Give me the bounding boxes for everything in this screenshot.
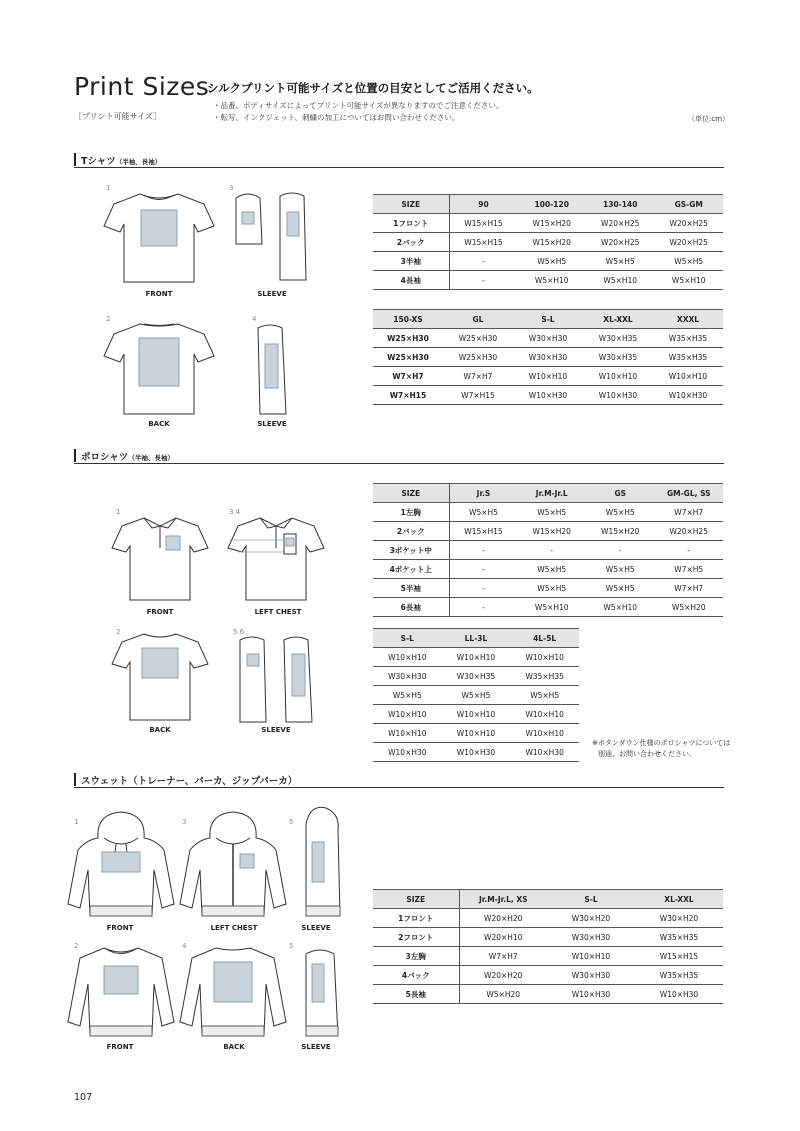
table-header-cell: S-L bbox=[373, 629, 442, 648]
sweatshirt-sleeve-figure bbox=[296, 946, 346, 1040]
hoodie-front-figure bbox=[66, 808, 176, 922]
figure-caption: FRONT bbox=[106, 1043, 134, 1051]
table-cell: W10×H30 bbox=[583, 386, 653, 405]
figure-caption: FRONT bbox=[145, 290, 173, 298]
table-cell: 4ポケット上 bbox=[373, 560, 449, 579]
table-cell: W30×H35 bbox=[442, 667, 511, 686]
table-cell: W10×H30 bbox=[510, 743, 579, 762]
figure-number: 3 4 bbox=[229, 508, 241, 516]
table-cell: W20×H25 bbox=[586, 233, 655, 252]
table-cell: W7×H5 bbox=[655, 560, 724, 579]
section-header-sweat bbox=[74, 773, 724, 788]
table-cell: W5×H10 bbox=[518, 271, 587, 290]
table-cell: W7×H7 bbox=[655, 503, 724, 522]
polo-size-table-1 bbox=[373, 483, 723, 617]
table-cell: W30×H30 bbox=[547, 928, 635, 947]
table-row bbox=[373, 252, 723, 271]
table-cell: W5×H10 bbox=[655, 271, 724, 290]
table-header-cell: SIZE bbox=[373, 890, 459, 909]
figure-caption: FRONT bbox=[146, 608, 174, 616]
table-header-row bbox=[373, 890, 723, 909]
tshirt-size-table-2 bbox=[373, 309, 723, 405]
table-cell: W5×H10 bbox=[518, 598, 587, 617]
table-cell: W15×H15 bbox=[449, 522, 518, 541]
table-cell: W10×H10 bbox=[510, 705, 579, 724]
table-row bbox=[373, 928, 723, 947]
table-cell: W10×H10 bbox=[373, 724, 442, 743]
figure-caption: LEFT CHEST bbox=[210, 924, 258, 932]
table-row bbox=[373, 348, 723, 367]
table-row bbox=[373, 598, 723, 617]
section-title-sweat: スウェット（トレーナー、パーカ、ジップパーカ） bbox=[81, 776, 298, 787]
table-cell: W20×H25 bbox=[655, 233, 724, 252]
table-header-cell: 4L-5L bbox=[510, 629, 579, 648]
table-cell: W20×H10 bbox=[459, 928, 547, 947]
table-cell: W30×H30 bbox=[513, 348, 583, 367]
polo-note-line-1: ※ボタンダウン仕様のポロシャツについては bbox=[592, 739, 731, 747]
table-header-row bbox=[373, 484, 723, 503]
figure-number: 5 6 bbox=[233, 628, 245, 636]
table-cell: W10×H10 bbox=[510, 724, 579, 743]
table-row bbox=[373, 724, 579, 743]
table-cell: W35×H35 bbox=[653, 348, 723, 367]
table-row bbox=[373, 560, 723, 579]
table-header-cell: S-L bbox=[513, 310, 583, 329]
table-cell: - bbox=[518, 541, 587, 560]
table-cell: W20×H20 bbox=[459, 966, 547, 985]
polo-left-chest-figure bbox=[226, 512, 326, 604]
table-cell: W10×H30 bbox=[635, 985, 723, 1004]
table-header-cell: Jr.M-Jr.L bbox=[518, 484, 587, 503]
table-cell: W10×H10 bbox=[653, 367, 723, 386]
unit-label: （単位:cm） bbox=[688, 115, 730, 123]
table-row bbox=[373, 667, 579, 686]
table-row bbox=[373, 214, 723, 233]
table-cell: - bbox=[449, 541, 518, 560]
table-cell: 5長袖 bbox=[373, 985, 459, 1004]
table-header-cell: 100-120 bbox=[518, 195, 587, 214]
table-header-cell: SIZE bbox=[373, 484, 449, 503]
table-cell: W10×H10 bbox=[442, 648, 511, 667]
table-row bbox=[373, 966, 723, 985]
table-cell: W30×H35 bbox=[583, 348, 653, 367]
table-cell: 3ポケット中 bbox=[373, 541, 449, 560]
table-cell: W5×H5 bbox=[510, 686, 579, 705]
table-header-cell: 130-140 bbox=[586, 195, 655, 214]
table-cell: W35×H35 bbox=[635, 966, 723, 985]
table-cell: W25×H30 bbox=[373, 329, 443, 348]
zip-hoodie-figure bbox=[178, 808, 288, 922]
table-cell: W7×H7 bbox=[373, 367, 443, 386]
table-cell: 3半袖 bbox=[373, 252, 449, 271]
polo-note-line-2: 別途、お問い合わせください。 bbox=[598, 750, 696, 758]
table-header-cell: GL bbox=[443, 310, 513, 329]
table-cell: - bbox=[449, 598, 518, 617]
table-cell: - bbox=[586, 541, 655, 560]
figure-number: 3 bbox=[182, 818, 187, 826]
polo-note bbox=[592, 738, 730, 760]
tshirt-size-table-1 bbox=[373, 194, 723, 290]
page-subtitle: ［プリント可能サイズ］ bbox=[74, 112, 162, 121]
table-cell: 5半袖 bbox=[373, 579, 449, 598]
table-cell: W25×H30 bbox=[443, 348, 513, 367]
table-header-cell: S-L bbox=[547, 890, 635, 909]
table-cell: W10×H30 bbox=[442, 743, 511, 762]
table-row bbox=[373, 271, 723, 290]
table-cell: W15×H20 bbox=[586, 522, 655, 541]
figure-caption: BACK bbox=[149, 726, 171, 734]
table-row bbox=[373, 386, 723, 405]
table-header-row bbox=[373, 195, 723, 214]
figure-caption: SLEEVE bbox=[301, 924, 331, 932]
table-cell: W10×H30 bbox=[513, 386, 583, 405]
table-header-row bbox=[373, 629, 579, 648]
table-cell: W35×H35 bbox=[510, 667, 579, 686]
figure-caption: BACK bbox=[223, 1043, 245, 1051]
table-cell: W10×H10 bbox=[442, 724, 511, 743]
table-header-row bbox=[373, 310, 723, 329]
table-cell: W5×H5 bbox=[518, 579, 587, 598]
table-cell: W5×H10 bbox=[586, 598, 655, 617]
section-subtitle-polo: （半袖、長袖） bbox=[128, 454, 174, 462]
table-header-cell: XXXL bbox=[653, 310, 723, 329]
table-cell: 3左胸 bbox=[373, 947, 459, 966]
table-cell: - bbox=[449, 579, 518, 598]
figure-number: 3 bbox=[229, 184, 234, 192]
table-cell: W5×H20 bbox=[459, 985, 547, 1004]
table-cell: W5×H5 bbox=[586, 252, 655, 271]
table-cell: W15×H20 bbox=[518, 522, 587, 541]
table-cell: W30×H30 bbox=[513, 329, 583, 348]
figure-number: 2 bbox=[74, 942, 79, 950]
table-row bbox=[373, 648, 579, 667]
table-cell: W10×H10 bbox=[513, 367, 583, 386]
table-row bbox=[373, 743, 579, 762]
table-cell: W20×H25 bbox=[586, 214, 655, 233]
table-row bbox=[373, 705, 579, 724]
table-row bbox=[373, 686, 579, 705]
table-row bbox=[373, 233, 723, 252]
table-cell: W10×H10 bbox=[442, 705, 511, 724]
table-row bbox=[373, 541, 723, 560]
sweatshirt-back-figure bbox=[178, 944, 288, 1040]
polo-size-table-2 bbox=[373, 628, 579, 762]
table-cell: 2バック bbox=[373, 522, 449, 541]
figure-number: 1 bbox=[106, 184, 111, 192]
sweatshirt-front-figure bbox=[66, 944, 176, 1040]
table-cell: W5×H5 bbox=[373, 686, 442, 705]
lead-text: シルクプリント可能サイズと位置の目安としてご活用ください。 bbox=[207, 81, 539, 95]
table-cell: W5×H10 bbox=[586, 271, 655, 290]
section-subtitle-tshirt: （半袖、長袖） bbox=[115, 158, 162, 166]
table-cell: W5×H20 bbox=[655, 598, 724, 617]
polo-front-figure bbox=[110, 512, 210, 604]
table-row bbox=[373, 579, 723, 598]
table-cell: W5×H5 bbox=[518, 560, 587, 579]
figure-caption: SLEEVE bbox=[257, 290, 287, 298]
table-row bbox=[373, 329, 723, 348]
table-row bbox=[373, 522, 723, 541]
table-cell: W10×H10 bbox=[373, 705, 442, 724]
table-cell: 1フロント bbox=[373, 909, 459, 928]
table-cell: W15×H20 bbox=[518, 233, 587, 252]
table-header-cell: Jr.M-Jr.L, XS bbox=[459, 890, 547, 909]
table-header-cell: LL-3L bbox=[442, 629, 511, 648]
table-header-cell: XL-XXL bbox=[635, 890, 723, 909]
table-cell: W5×H5 bbox=[442, 686, 511, 705]
figure-number: 2 bbox=[116, 628, 121, 636]
table-cell: W15×H15 bbox=[449, 233, 518, 252]
table-cell: W10×H30 bbox=[373, 743, 442, 762]
table-cell: W7×H7 bbox=[459, 947, 547, 966]
table-cell: W5×H5 bbox=[586, 579, 655, 598]
tshirt-long-sleeve-figure bbox=[250, 322, 294, 418]
figure-number: 4 bbox=[252, 315, 257, 323]
table-cell: 2バック bbox=[373, 233, 449, 252]
table-cell: W10×H30 bbox=[547, 985, 635, 1004]
table-cell: - bbox=[449, 271, 518, 290]
table-cell: W20×H20 bbox=[459, 909, 547, 928]
table-row bbox=[373, 367, 723, 386]
table-header-cell: GM-GL, SS bbox=[655, 484, 724, 503]
table-cell: W30×H30 bbox=[547, 966, 635, 985]
table-row bbox=[373, 503, 723, 522]
polo-sleeve-figure bbox=[232, 634, 322, 726]
table-cell: W5×H5 bbox=[449, 503, 518, 522]
table-cell: 2フロント bbox=[373, 928, 459, 947]
figure-caption: SLEEVE bbox=[301, 1043, 331, 1051]
table-row bbox=[373, 985, 723, 1004]
page-title: Print Sizes bbox=[74, 72, 210, 101]
table-cell: 1フロント bbox=[373, 214, 449, 233]
figure-number: 2 bbox=[106, 315, 111, 323]
table-row bbox=[373, 947, 723, 966]
table-cell: W30×H35 bbox=[583, 329, 653, 348]
sweat-size-table bbox=[373, 889, 723, 1004]
table-cell: W30×H20 bbox=[635, 909, 723, 928]
table-cell: W5×H5 bbox=[518, 252, 587, 271]
table-cell: W35×H35 bbox=[635, 928, 723, 947]
table-cell: W25×H30 bbox=[373, 348, 443, 367]
table-cell: W5×H5 bbox=[518, 503, 587, 522]
table-cell: - bbox=[449, 252, 518, 271]
table-cell: W5×H5 bbox=[655, 252, 724, 271]
table-cell: W15×H15 bbox=[635, 947, 723, 966]
section-title-polo: ポロシャツ bbox=[81, 452, 129, 463]
table-cell: W7×H15 bbox=[373, 386, 443, 405]
figure-number: 4 bbox=[182, 942, 187, 950]
table-cell: W10×H10 bbox=[547, 947, 635, 966]
table-cell: 1左胸 bbox=[373, 503, 449, 522]
hoodie-sleeve-figure bbox=[296, 804, 346, 922]
note-line-1: ・品番、ボディサイズによってプリント可能サイズが異なりますのでご注意ください。 bbox=[213, 101, 504, 110]
table-cell: W5×H5 bbox=[586, 560, 655, 579]
table-cell: W25×H30 bbox=[443, 329, 513, 348]
figure-caption: SLEEVE bbox=[261, 726, 291, 734]
table-cell: W5×H5 bbox=[586, 503, 655, 522]
table-cell: W15×H15 bbox=[449, 214, 518, 233]
figure-number: 5 bbox=[289, 942, 294, 950]
page-number: 107 bbox=[74, 1092, 93, 1103]
figure-caption: FRONT bbox=[106, 924, 134, 932]
table-cell: W20×H25 bbox=[655, 522, 724, 541]
table-cell: W10×H10 bbox=[373, 648, 442, 667]
section-title-tshirt: Tシャツ bbox=[81, 156, 116, 167]
note-line-2: ・転写、インクジェット、刺繍の加工についてはお問い合わせください。 bbox=[213, 113, 460, 122]
table-cell: W30×H20 bbox=[547, 909, 635, 928]
tshirt-front-figure bbox=[100, 190, 218, 286]
table-cell: W7×H7 bbox=[443, 367, 513, 386]
table-header-cell: GS-GM bbox=[655, 195, 724, 214]
table-header-cell: XL-XXL bbox=[583, 310, 653, 329]
table-header-cell: Jr.S bbox=[449, 484, 518, 503]
table-cell: W35×H35 bbox=[653, 329, 723, 348]
figure-caption: BACK bbox=[148, 420, 170, 428]
table-header-cell: SIZE bbox=[373, 195, 449, 214]
table-cell: W30×H30 bbox=[373, 667, 442, 686]
figure-number: 5 bbox=[289, 818, 294, 826]
table-cell: W7×H15 bbox=[443, 386, 513, 405]
tshirt-sleeve-figure bbox=[230, 190, 314, 286]
table-cell: W15×H20 bbox=[518, 214, 587, 233]
table-cell: 4長袖 bbox=[373, 271, 449, 290]
figure-number: 1 bbox=[74, 818, 79, 826]
table-cell: W7×H7 bbox=[655, 579, 724, 598]
table-cell: 4バック bbox=[373, 966, 459, 985]
table-cell: W10×H10 bbox=[510, 648, 579, 667]
polo-back-figure bbox=[110, 630, 210, 724]
tshirt-back-figure bbox=[100, 320, 218, 418]
figure-number: 1 bbox=[116, 508, 121, 516]
table-cell: W10×H10 bbox=[583, 367, 653, 386]
table-header-cell: GS bbox=[586, 484, 655, 503]
table-cell: - bbox=[449, 560, 518, 579]
table-cell: W20×H25 bbox=[655, 214, 724, 233]
figure-caption: LEFT CHEST bbox=[254, 608, 302, 616]
section-header-polo bbox=[74, 449, 724, 464]
table-header-cell: 90 bbox=[449, 195, 518, 214]
table-header-cell: 150-XS bbox=[373, 310, 443, 329]
table-cell: 6長袖 bbox=[373, 598, 449, 617]
figure-caption: SLEEVE bbox=[257, 420, 287, 428]
table-cell: W10×H30 bbox=[653, 386, 723, 405]
table-row bbox=[373, 909, 723, 928]
table-cell: - bbox=[655, 541, 724, 560]
section-header-tshirt bbox=[74, 153, 724, 168]
